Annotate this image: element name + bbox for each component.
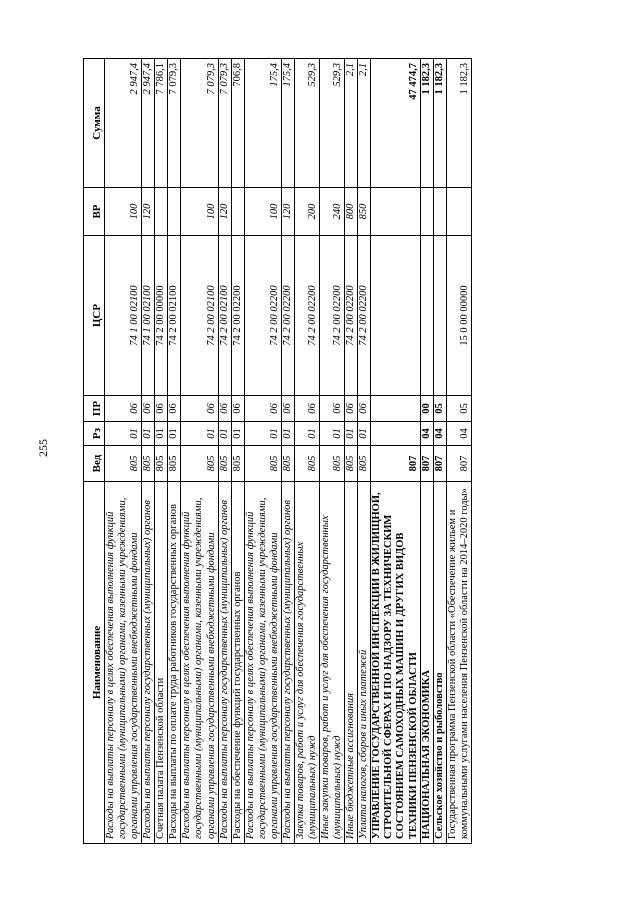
- cell-name: Расходы на выплаты персоналу в целях обеспечения выполнения функций государственными (муниципальными) органами, казенными учреждениями, органами управления государственными внебюджетными фондами: [105, 482, 142, 844]
- rotated-page-content: [83, 59, 538, 844]
- cell-vr: 100: [181, 188, 218, 236]
- cell-name: Закупка товаров, работ и услуг для обеспечения государственных (муниципальных) нужд: [294, 482, 319, 844]
- cell-pr: 06: [231, 396, 244, 422]
- cell-vr: 100: [244, 188, 281, 236]
- cell-pr: 05: [433, 396, 446, 422]
- table-row: [320, 59, 345, 844]
- cell-pr: 06: [181, 396, 218, 422]
- cell-sum: 706,8: [231, 59, 244, 188]
- cell-csr: 74 2 00 02200: [320, 236, 345, 396]
- cell-vr: [155, 188, 168, 236]
- cell-sum: 7 079,3: [181, 59, 218, 188]
- table-row: [168, 59, 181, 844]
- cell-ved: 805: [168, 446, 181, 482]
- cell-name: Расходы на обеспечение функций государственных органов: [231, 482, 244, 844]
- cell-csr: 74 2 00 02200: [231, 236, 244, 396]
- cell-sum: 2,1: [358, 59, 371, 188]
- cell-csr: [420, 236, 433, 396]
- table-row: [281, 59, 294, 844]
- table-row: [244, 59, 281, 844]
- cell-rz: 01: [181, 422, 218, 446]
- cell-sum: 175,4: [281, 59, 294, 188]
- cell-pr: 06: [168, 396, 181, 422]
- cell-rz: 04: [446, 422, 471, 446]
- cell-pr: 00: [420, 396, 433, 422]
- table-row: [345, 59, 358, 844]
- cell-ved: 805: [231, 446, 244, 482]
- cell-vr: 850: [358, 188, 371, 236]
- cell-ved: 805: [142, 446, 155, 482]
- cell-ved: 805: [358, 446, 371, 482]
- header-name: Наименование: [84, 482, 105, 844]
- cell-vr: [420, 188, 433, 236]
- cell-vr: [371, 188, 420, 236]
- cell-csr: 74 2 00 02200: [294, 236, 319, 396]
- cell-sum: 1 182,3: [433, 59, 446, 188]
- cell-csr: 74 2 00 02200: [358, 236, 371, 396]
- cell-csr: 74 2 00 02200: [281, 236, 294, 396]
- cell-rz: 01: [231, 422, 244, 446]
- cell-pr: 06: [281, 396, 294, 422]
- cell-sum: 2 947,4: [105, 59, 142, 188]
- cell-rz: 01: [358, 422, 371, 446]
- cell-sum: 529,3: [320, 59, 345, 188]
- cell-rz: 04: [420, 422, 433, 446]
- table-row: [105, 59, 142, 844]
- cell-csr: [433, 236, 446, 396]
- cell-name: Сельское хозяйство и рыболовство: [433, 482, 446, 844]
- cell-name: Расходы на выплаты персоналу в целях обеспечения выполнения функций государственными (муниципальными) органами, казенными учреждениями, органами управления государственными внебюджетными фондами: [181, 482, 218, 844]
- table-row: [446, 59, 471, 844]
- cell-rz: 01: [168, 422, 181, 446]
- cell-vr: 800: [345, 188, 358, 236]
- cell-sum: 7 079,3: [218, 59, 231, 188]
- cell-vr: 100: [105, 188, 142, 236]
- table-body: [105, 59, 472, 844]
- cell-ved: 805: [294, 446, 319, 482]
- cell-vr: 240: [320, 188, 345, 236]
- cell-rz: 01: [244, 422, 281, 446]
- cell-rz: 01: [320, 422, 345, 446]
- cell-ved: 805: [281, 446, 294, 482]
- cell-name: Расходы на выплаты персоналу государственных (муниципальных) органов: [218, 482, 231, 844]
- cell-name: НАЦИОНАЛЬНАЯ ЭКОНОМИКА: [420, 482, 433, 844]
- cell-sum: 47 474,7: [371, 59, 420, 188]
- budget-table: [83, 58, 472, 844]
- cell-pr: 06: [320, 396, 345, 422]
- cell-rz: 01: [142, 422, 155, 446]
- table-row: [155, 59, 168, 844]
- cell-ved: 805: [244, 446, 281, 482]
- cell-rz: 04: [433, 422, 446, 446]
- cell-ved: 805: [320, 446, 345, 482]
- cell-name: Счетная палата Пензенской области: [155, 482, 168, 844]
- cell-name: Иные бюджетные ассигнования: [345, 482, 358, 844]
- cell-csr: 74 2 00 00000: [155, 236, 168, 396]
- table-row: [371, 59, 420, 844]
- cell-ved: 805: [218, 446, 231, 482]
- cell-sum: 1 182,3: [446, 59, 471, 188]
- cell-sum: 2,1: [345, 59, 358, 188]
- cell-sum: 2 947,4: [142, 59, 155, 188]
- cell-ved: 805: [345, 446, 358, 482]
- table-row: [181, 59, 218, 844]
- header-rz: Рз: [84, 422, 105, 446]
- cell-name: Иные закупки товаров, работ и услуг для обеспечения государственных (муниципальных) нужд: [320, 482, 345, 844]
- cell-name: Государственная программа Пензенской области «Обеспечение жильем и коммунальными услугами населения Пензенской области на 2014–2020 годы»: [446, 482, 471, 844]
- cell-pr: 06: [294, 396, 319, 422]
- cell-pr: 06: [358, 396, 371, 422]
- cell-ved: 805: [181, 446, 218, 482]
- cell-sum: 1 182,3: [420, 59, 433, 188]
- table-row: [433, 59, 446, 844]
- cell-pr: 06: [105, 396, 142, 422]
- cell-rz: 01: [218, 422, 231, 446]
- cell-pr: 06: [345, 396, 358, 422]
- cell-csr: 15 0 00 00000: [446, 236, 471, 396]
- table-row: [358, 59, 371, 844]
- cell-sum: 175,4: [244, 59, 281, 188]
- cell-pr: [371, 396, 420, 422]
- cell-rz: 01: [294, 422, 319, 446]
- cell-ved: 807: [433, 446, 446, 482]
- page-number: 255: [36, 439, 50, 457]
- cell-sum: 7 786,1: [155, 59, 168, 188]
- cell-vr: 120: [281, 188, 294, 236]
- cell-rz: 01: [155, 422, 168, 446]
- cell-vr: 120: [142, 188, 155, 236]
- cell-rz: 01: [281, 422, 294, 446]
- cell-ved: 805: [105, 446, 142, 482]
- cell-name: УПРАВЛЕНИЕ ГОСУДАРСТВЕННОЙ ИНСПЕКЦИИ В ЖИЛИЩНОЙ, СТРОИТЕЛЬНОЙ СФЕРАХ И ПО НАДЗОРУ ЗА ТЕХНИЧЕСКИМ СОСТОЯНИЕМ САМОХОДНЫХ МАШИН И ДРУГИХ ВИДОВ ТЕХНИКИ ПЕНЗЕНСКОЙ ОБЛАСТИ: [371, 482, 420, 844]
- cell-csr: 74 2 00 02100: [181, 236, 218, 396]
- cell-csr: 74 1 00 02100: [105, 236, 142, 396]
- cell-ved: 807: [446, 446, 471, 482]
- cell-pr: 06: [218, 396, 231, 422]
- cell-vr: [231, 188, 244, 236]
- cell-pr: 06: [142, 396, 155, 422]
- cell-vr: 200: [294, 188, 319, 236]
- table-header-row: [84, 59, 105, 844]
- table-row: [420, 59, 433, 844]
- cell-sum: 7 079,3: [168, 59, 181, 188]
- cell-name: Расходы на выплаты по оплате труда работников государственных органов: [168, 482, 181, 844]
- cell-pr: 06: [155, 396, 168, 422]
- cell-name: Расходы на выплаты персоналу государственных (муниципальных) органов: [142, 482, 155, 844]
- cell-ved: 805: [155, 446, 168, 482]
- cell-ved: 807: [420, 446, 433, 482]
- header-sum: Сумма: [84, 59, 105, 188]
- cell-vr: [168, 188, 181, 236]
- cell-ved: 807: [371, 446, 420, 482]
- header-csr: ЦСР: [84, 236, 105, 396]
- cell-vr: [446, 188, 471, 236]
- cell-csr: 74 2 00 02100: [218, 236, 231, 396]
- cell-sum: 529,3: [294, 59, 319, 188]
- header-pr: ПР: [84, 396, 105, 422]
- cell-rz: 01: [105, 422, 142, 446]
- cell-csr: 74 1 00 02100: [142, 236, 155, 396]
- cell-name: Уплата налогов, сборов и иных платежей: [358, 482, 371, 844]
- table-row: [231, 59, 244, 844]
- cell-pr: 06: [244, 396, 281, 422]
- cell-vr: [433, 188, 446, 236]
- cell-csr: 74 2 00 02200: [345, 236, 358, 396]
- table-row: [294, 59, 319, 844]
- cell-rz: [371, 422, 420, 446]
- cell-csr: 74 2 00 02200: [244, 236, 281, 396]
- cell-pr: 05: [446, 396, 471, 422]
- cell-vr: 120: [218, 188, 231, 236]
- table-row: [218, 59, 231, 844]
- cell-name: Расходы на выплаты персоналу в целях обеспечения выполнения функций государственными (муниципальными) органами, казенными учреждениями, органами управления государственными внебюджетными фондами: [244, 482, 281, 844]
- header-vr: ВР: [84, 188, 105, 236]
- cell-name: Расходы на выплаты персоналу государственных (муниципальных) органов: [281, 482, 294, 844]
- cell-rz: 01: [345, 422, 358, 446]
- cell-csr: 74 2 00 02100: [168, 236, 181, 396]
- table-row: [142, 59, 155, 844]
- cell-csr: [371, 236, 420, 396]
- header-ved: Вед: [84, 446, 105, 482]
